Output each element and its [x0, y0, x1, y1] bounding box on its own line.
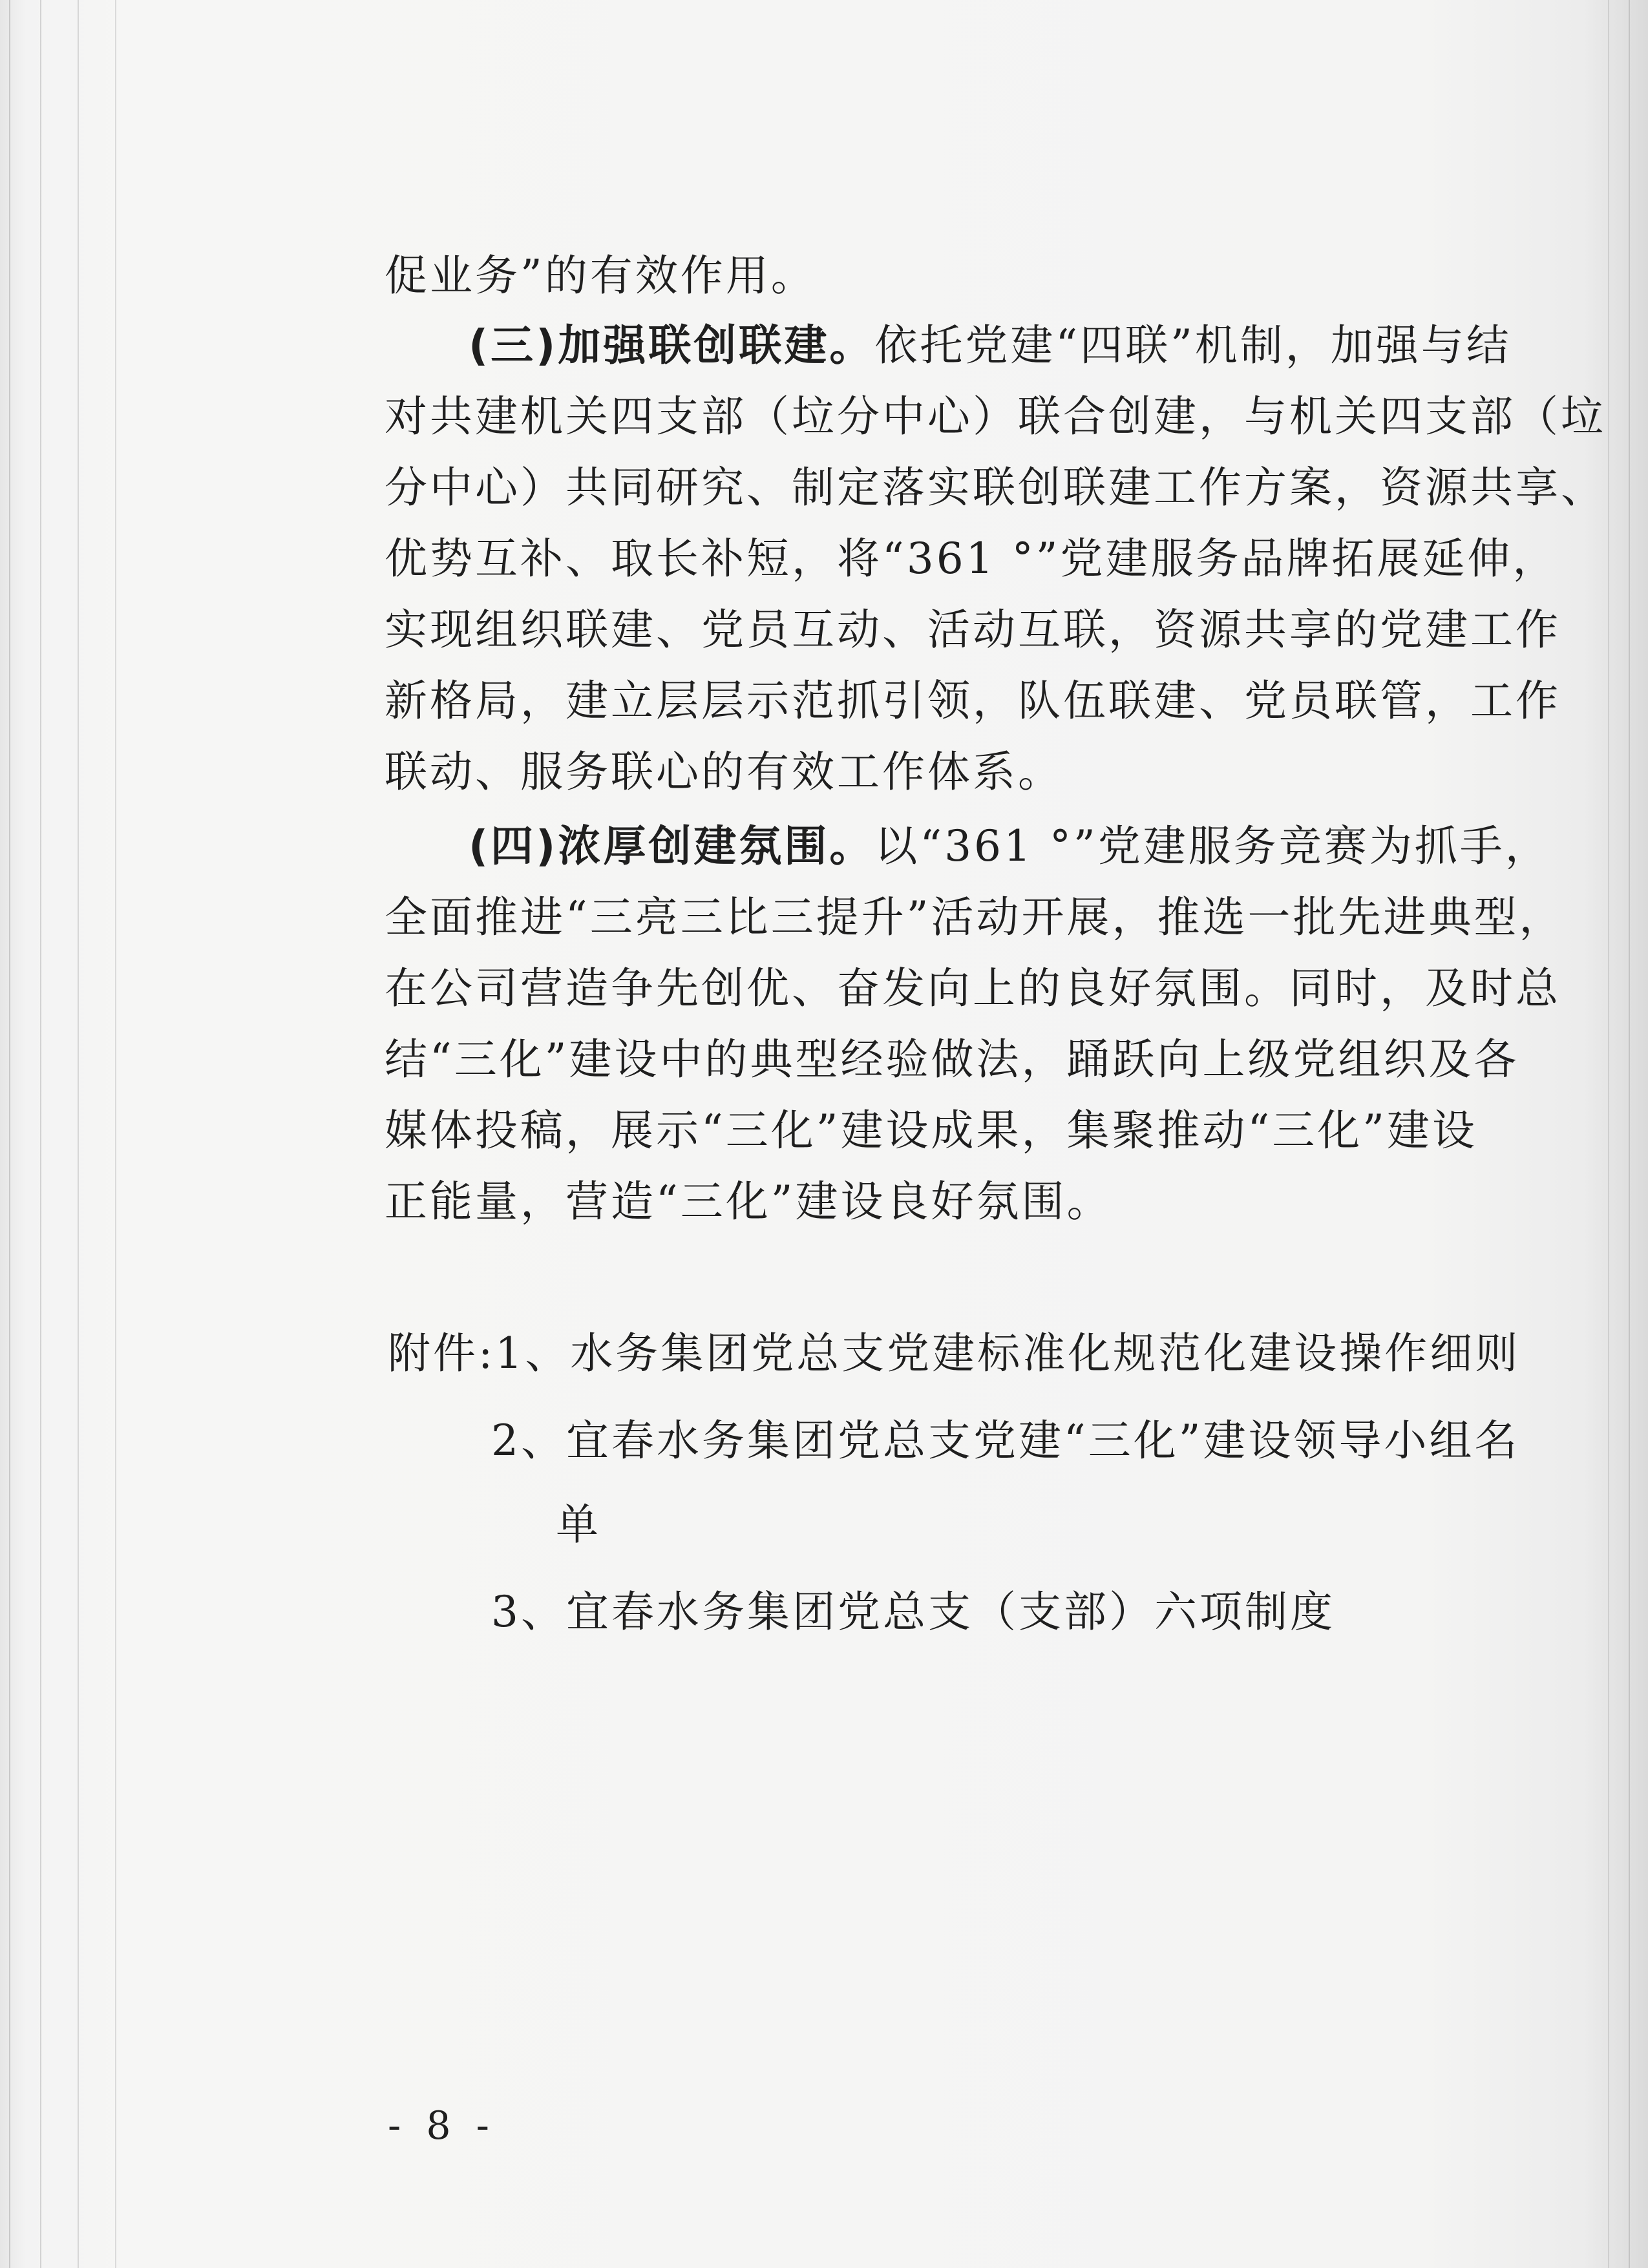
text-line: 分中心）共同研究、制定落实联创联建工作方案，资源共享、: [385, 463, 1606, 512]
section-4-text: 以“361 °”党建服务竞赛为抓手，: [874, 821, 1550, 871]
text-line: 促业务”的有效作用。: [385, 251, 816, 300]
text-line: 新格局，建立层层示范抓引领，队伍联建、党员联管，工作: [385, 676, 1561, 726]
page-edge: [1608, 0, 1609, 2268]
page-edge: [9, 0, 10, 2268]
attachment-item: 2、宜春水务集团党总支党建“三化”建设领导小组名: [491, 1416, 1520, 1465]
attachment-item: 1、水务集团党总支党建标准化规范化建设操作细则: [495, 1328, 1521, 1378]
section-3-heading: (三)加强联创联建。: [469, 320, 875, 370]
text-line: 结“三化”建设中的典型经验做法，踊跃向上级党组织及各: [385, 1034, 1519, 1084]
attachments-line: [388, 1325, 1520, 1383]
page-edge: [78, 0, 79, 2268]
page-edge: [40, 0, 41, 2268]
text-line: 媒体投稿，展示“三化”建设成果，集聚推动“三化”建设: [385, 1106, 1477, 1155]
text-line: 正能量，营造“三化”建设良好氛围。: [385, 1177, 1112, 1226]
text-line: 联动、服务联心的有效工作体系。: [385, 747, 1063, 797]
text-line: 实现组织联建、党员互动、活动互联，资源共享的党建工作: [385, 605, 1561, 655]
section-3-text: 依托党建“四联”机制，加强与结: [874, 320, 1512, 370]
attachments-label: 附件:: [388, 1328, 496, 1378]
section-4-paragraph-start: [469, 817, 1550, 876]
page-edge: [1629, 0, 1630, 2268]
text-line: 在公司营造争先创优、奋发向上的良好氛围。同时，及时总: [385, 963, 1561, 1013]
page-edge: [115, 0, 116, 2268]
text-line: 优势互补、取长补短，将“361 °”党建服务品牌拓展延伸，: [385, 534, 1558, 583]
section-4-heading: (四)浓厚创建氛围。: [469, 821, 875, 871]
page-number: - 8 -: [388, 2103, 496, 2148]
attachment-item: 3、宜春水务集团党总支（支部）六项制度: [491, 1587, 1335, 1637]
text-line: 对共建机关四支部（垃分中心）联合创建，与机关四支部（垃: [385, 392, 1606, 441]
section-3-paragraph-start: [469, 317, 1512, 375]
text-line: 全面推进“三亮三比三提升”活动开展，推选一批先进典型，: [385, 892, 1565, 942]
attachment-item: 单: [556, 1500, 601, 1549]
